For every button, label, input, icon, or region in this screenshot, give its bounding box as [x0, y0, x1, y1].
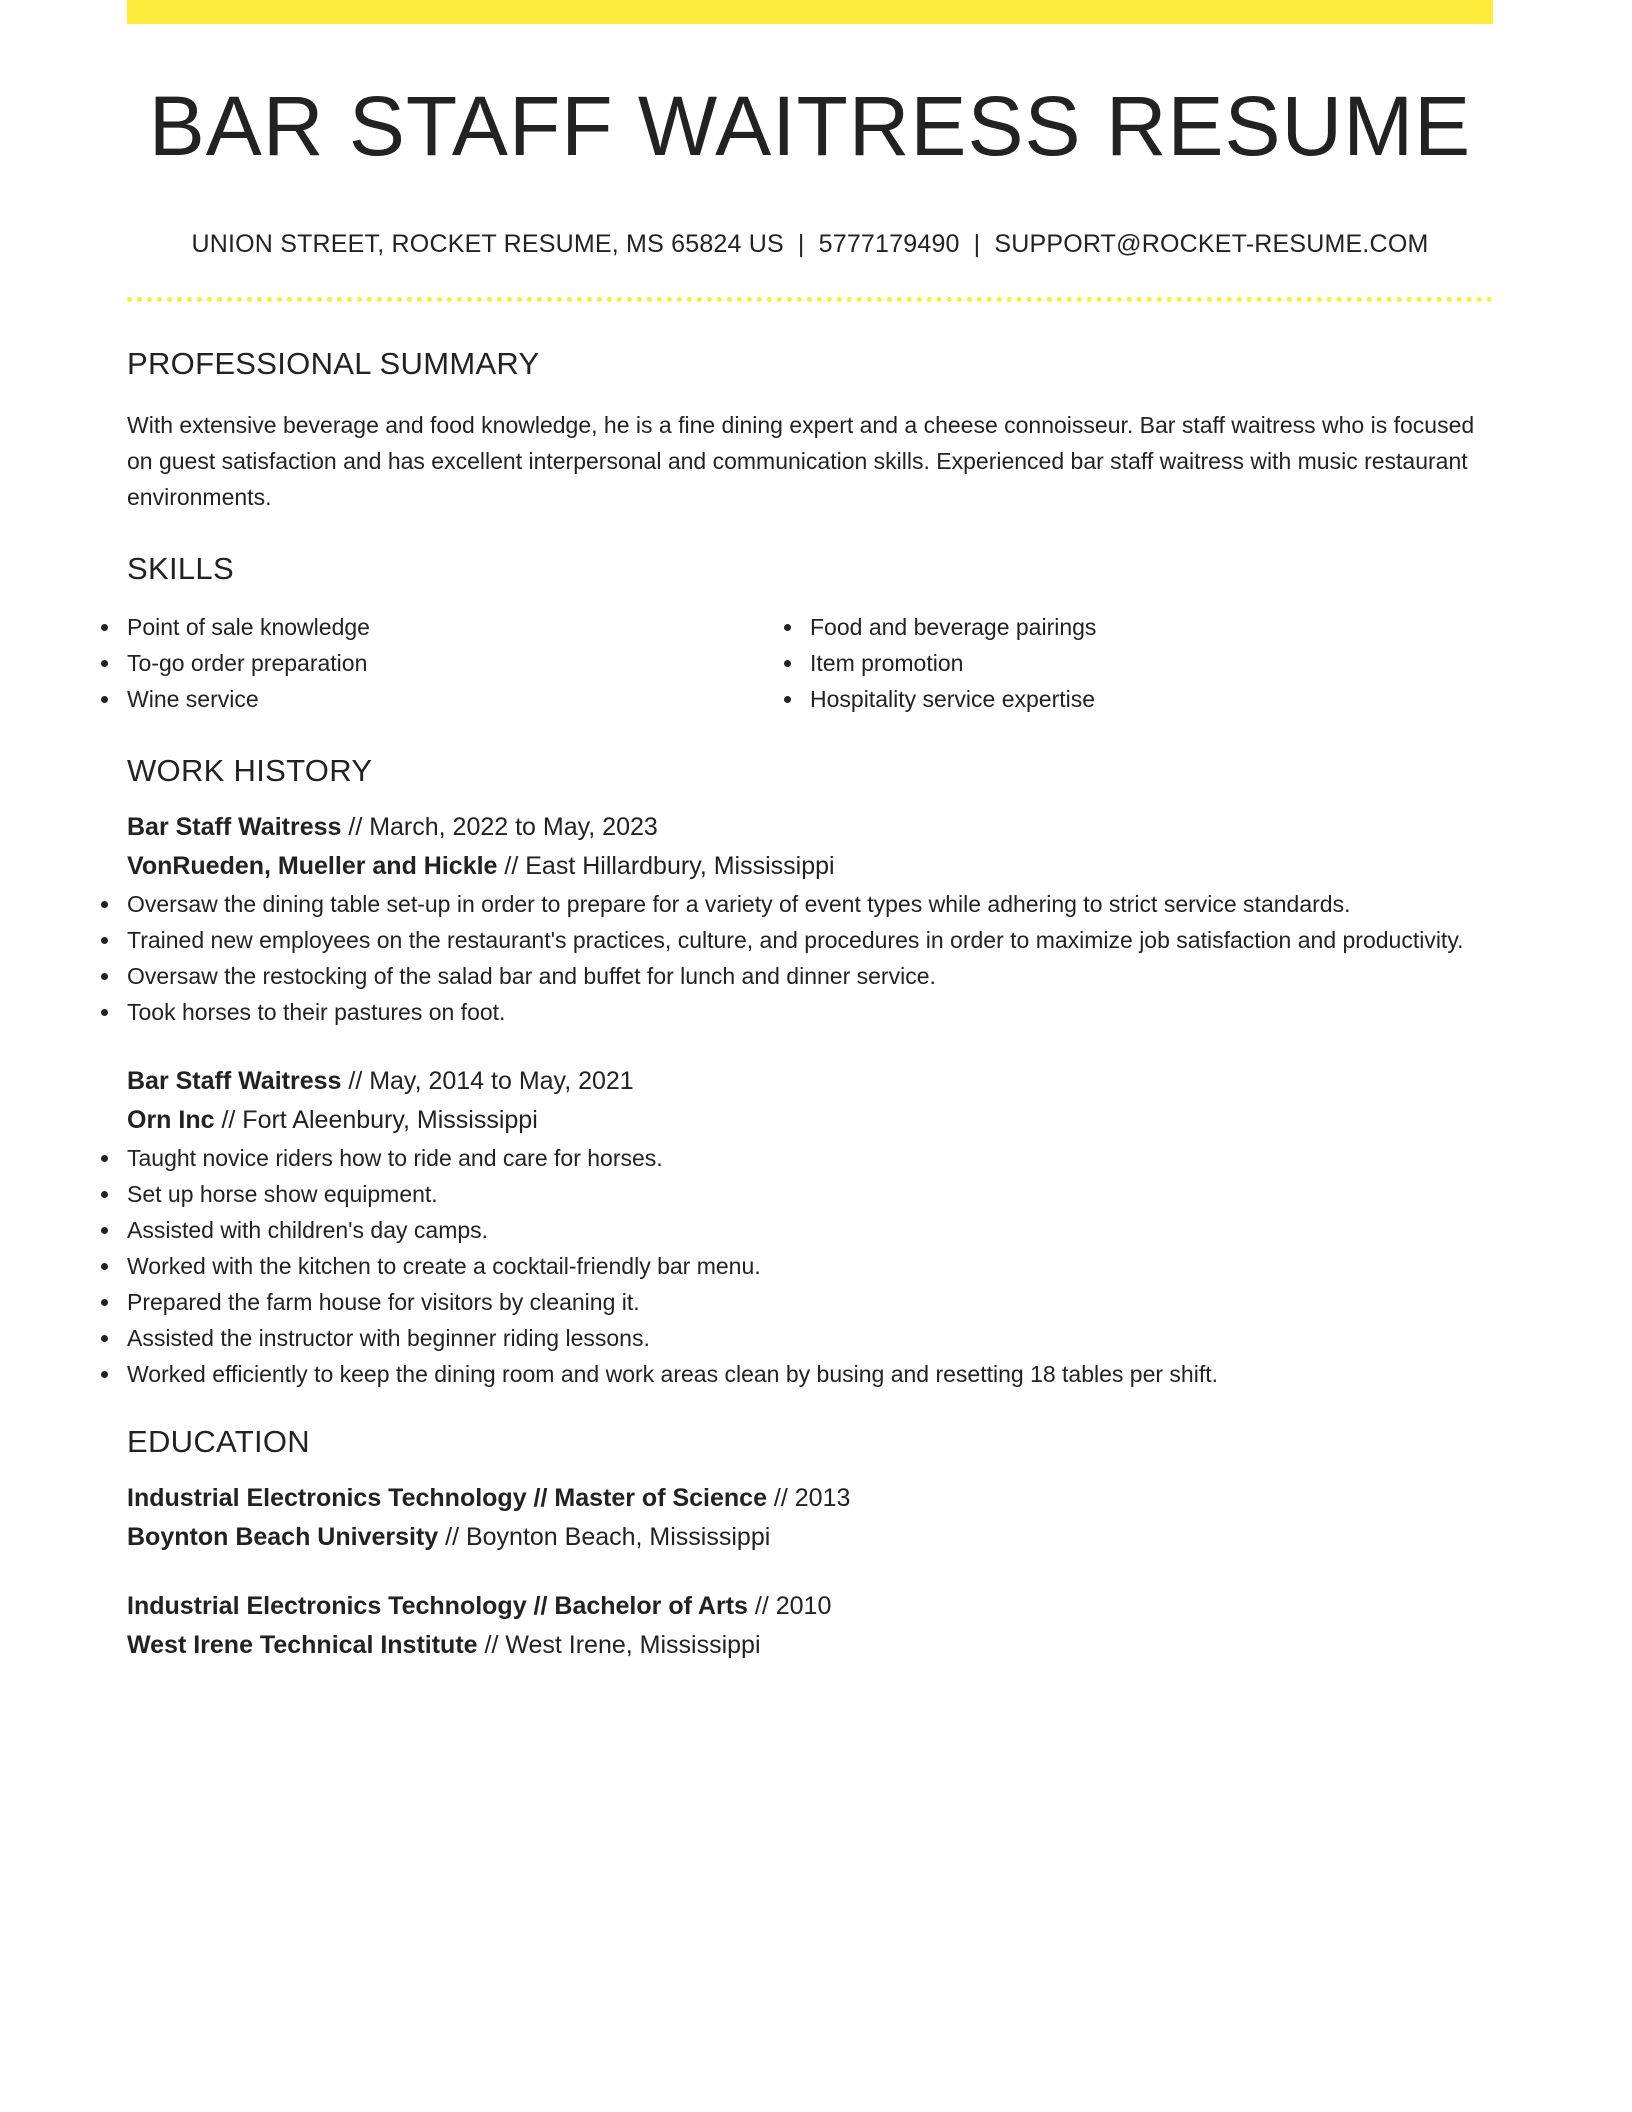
- job-title-line: [127, 808, 1493, 847]
- job-duty: Prepared the farm house for visitors by cleaning it.: [127, 1284, 1493, 1320]
- job-duties-list: [127, 886, 1493, 1030]
- top-accent-bar: [127, 0, 1493, 24]
- job-duty: Trained new employees on the restaurant's practices, culture, and procedures in order to maximize job satisfaction and productivity.: [127, 922, 1493, 958]
- job-duty: Set up horse show equipment.: [127, 1176, 1493, 1212]
- contact-email: SUPPORT@ROCKET-RESUME.COM: [994, 230, 1429, 258]
- job-duty: Worked with the kitchen to create a cocktail-friendly bar menu.: [127, 1248, 1493, 1284]
- section-title-skills: SKILLS: [127, 551, 234, 586]
- job-duty: Assisted the instructor with beginner riding lessons.: [127, 1320, 1493, 1356]
- education-degree-line: [127, 1479, 1493, 1518]
- summary-text: With extensive beverage and food knowledge, he is a fine dining expert and a cheese connoisseur. Bar staff waitress who is focused on guest satisfaction and has excellent interpersonal and communication skills. Experienced bar staff waitress with music restaurant environments.: [127, 412, 1475, 510]
- section-title-education: EDUCATION: [127, 1424, 310, 1459]
- education-degree: Industrial Electronics Technology // Master of Science: [127, 1484, 767, 1512]
- resume-title: BAR STAFF WAITRESS RESUME: [148, 79, 1472, 173]
- contact-separator: |: [973, 230, 981, 258]
- education-school-line: [127, 1626, 1493, 1665]
- skill-item: Food and beverage pairings: [810, 609, 1493, 645]
- job-duty: Oversaw the dining table set-up in order to prepare for a variety of event types while adhering to strict service standards.: [127, 886, 1493, 922]
- dotted-divider: [127, 297, 1493, 302]
- job-entry: [127, 808, 1493, 1030]
- job-duty: Taught novice riders how to ride and care for horses.: [127, 1140, 1493, 1176]
- education-school-line: [127, 1518, 1493, 1557]
- contact-address: UNION STREET, ROCKET RESUME, MS 65824 US: [191, 230, 784, 258]
- skill-item: Hospitality service expertise: [810, 681, 1493, 717]
- section-title-work-history: WORK HISTORY: [127, 753, 373, 788]
- job-duty: Took horses to their pastures on foot.: [127, 994, 1493, 1030]
- job-title: Bar Staff Waitress: [127, 813, 342, 841]
- skill-item: Point of sale knowledge: [127, 609, 810, 645]
- skills-column-left: [127, 609, 810, 717]
- resume-page: [127, 0, 1493, 1665]
- skills-grid: [127, 609, 1493, 717]
- job-company-line: [127, 847, 1493, 886]
- job-dates: // March, 2022 to May, 2023: [341, 813, 658, 841]
- skill-item: Wine service: [127, 681, 810, 717]
- job-duty: Oversaw the restocking of the salad bar and buffet for lunch and dinner service.: [127, 958, 1493, 994]
- job-entry: [127, 1062, 1493, 1392]
- contact-line: [127, 230, 1493, 259]
- education-year: // 2010: [747, 1592, 832, 1620]
- skill-item: Item promotion: [810, 645, 1493, 681]
- job-title-line: [127, 1062, 1493, 1101]
- job-dates: // May, 2014 to May, 2021: [341, 1067, 634, 1095]
- education-year: // 2013: [766, 1484, 851, 1512]
- job-location: // East Hillardbury, Mississippi: [497, 852, 835, 880]
- job-title: Bar Staff Waitress: [127, 1067, 342, 1095]
- contact-separator: |: [797, 230, 805, 258]
- job-location: // Fort Aleenbury, Mississippi: [214, 1106, 538, 1134]
- job-duty: Worked efficiently to keep the dining room and work areas clean by busing and resetting 18 tables per shift.: [127, 1356, 1493, 1392]
- education-location: // Boynton Beach, Mississippi: [438, 1523, 771, 1551]
- job-duties-list: [127, 1140, 1493, 1392]
- skills-column-right: [810, 609, 1493, 717]
- contact-phone: 5777179490: [818, 230, 960, 258]
- education-school: West Irene Technical Institute: [127, 1631, 478, 1659]
- job-company: Orn Inc: [127, 1106, 215, 1134]
- education-degree: Industrial Electronics Technology // Bachelor of Arts: [127, 1592, 748, 1620]
- job-company-line: [127, 1101, 1493, 1140]
- education-school: Boynton Beach University: [127, 1523, 439, 1551]
- job-duty: Assisted with children's day camps.: [127, 1212, 1493, 1248]
- skill-item: To-go order preparation: [127, 645, 810, 681]
- job-company: VonRueden, Mueller and Hickle: [127, 852, 498, 880]
- education-degree-line: [127, 1587, 1493, 1626]
- education-location: // West Irene, Mississippi: [477, 1631, 761, 1659]
- education-entry: [127, 1587, 1493, 1665]
- section-title-summary: PROFESSIONAL SUMMARY: [127, 346, 540, 381]
- education-entry: [127, 1479, 1493, 1557]
